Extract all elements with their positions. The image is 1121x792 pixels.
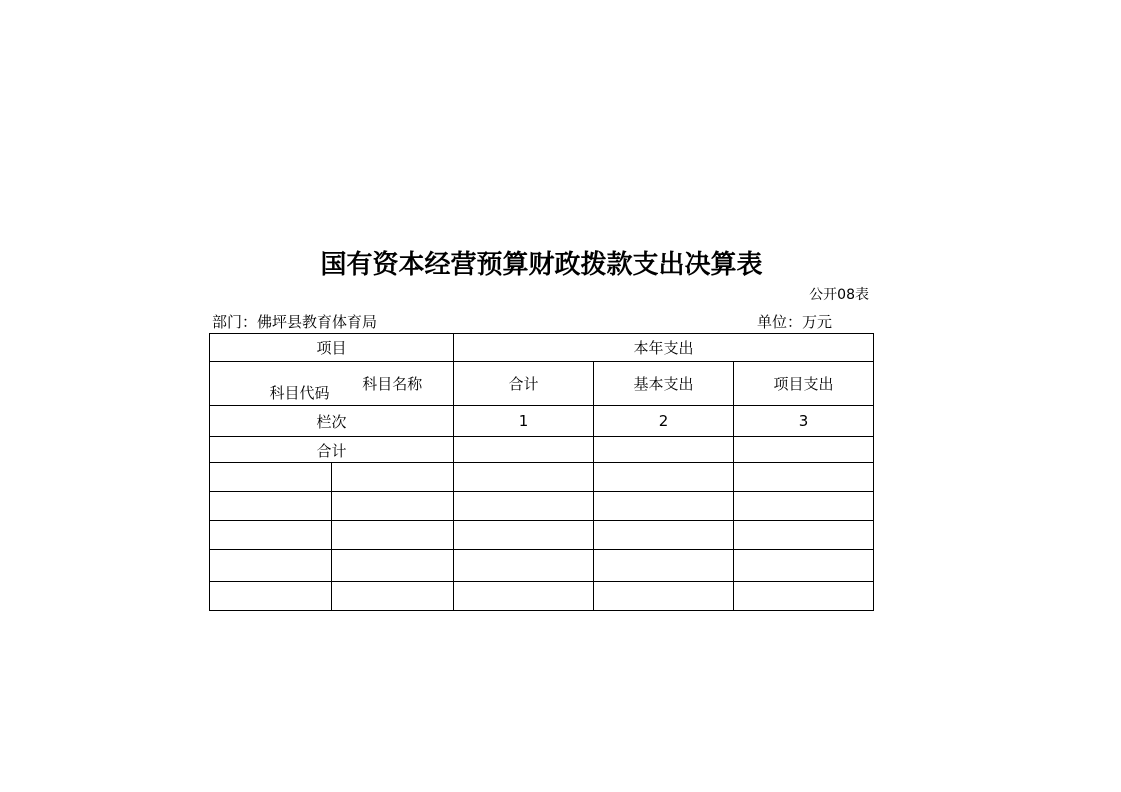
header-project: 项目 <box>210 334 454 362</box>
column-index-label: 栏次 <box>210 406 454 437</box>
header-basic-expenditure: 基本支出 <box>594 362 734 406</box>
subject-name-cell <box>332 521 454 550</box>
subject-name-cell <box>332 463 454 492</box>
header-current-year-expenditure: 本年支出 <box>454 334 874 362</box>
basic-cell <box>594 521 734 550</box>
column-index-row <box>210 406 874 437</box>
total-basic-cell <box>594 437 734 463</box>
table-subheader-row <box>210 362 874 406</box>
table-header-row <box>210 334 874 362</box>
project-cell <box>734 582 874 611</box>
total-project-cell <box>734 437 874 463</box>
project-cell <box>734 550 874 582</box>
total-cell <box>454 521 594 550</box>
subject-code-cell <box>210 463 332 492</box>
unit-label: 单位：万元 <box>757 313 833 331</box>
subject-code-cell <box>210 492 332 521</box>
total-row <box>210 437 874 463</box>
table-row <box>210 521 874 550</box>
basic-cell <box>594 582 734 611</box>
subject-code-cell <box>210 521 332 550</box>
total-cell <box>454 492 594 521</box>
header-project-expenditure: 项目支出 <box>734 362 874 406</box>
basic-cell <box>594 550 734 582</box>
form-code-label: 公开08表 <box>809 287 869 303</box>
table-row <box>210 492 874 521</box>
subject-code-cell <box>210 550 332 582</box>
total-cell <box>454 550 594 582</box>
project-cell <box>734 521 874 550</box>
table-row <box>210 463 874 492</box>
table-row <box>210 550 874 582</box>
total-cell <box>454 463 594 492</box>
subject-code-cell <box>210 582 332 611</box>
basic-cell <box>594 492 734 521</box>
total-cell <box>454 437 594 463</box>
expenditure-table <box>209 333 874 611</box>
column-index-2: 2 <box>594 406 734 437</box>
project-cell <box>734 492 874 521</box>
subject-name-cell <box>332 582 454 611</box>
subject-name-cell <box>332 550 454 582</box>
subject-name-cell <box>332 492 454 521</box>
header-subject-name: 科目名称 <box>332 362 454 406</box>
column-index-1: 1 <box>454 406 594 437</box>
basic-cell <box>594 463 734 492</box>
header-total: 合计 <box>454 362 594 406</box>
department-label: 部门：佛坪县教育体育局 <box>212 313 378 331</box>
table-row <box>210 582 874 611</box>
total-cell <box>454 582 594 611</box>
project-cell <box>734 463 874 492</box>
column-index-3: 3 <box>734 406 874 437</box>
report-title: 国有资本经营预算财政拨款支出决算表 <box>320 250 763 280</box>
header-subject-code: 科目代码 <box>210 362 332 406</box>
total-row-label: 合计 <box>210 437 454 463</box>
